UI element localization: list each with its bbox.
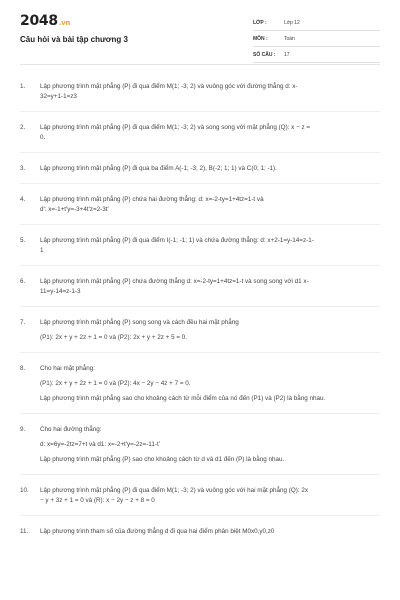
question-list bbox=[20, 82, 380, 557]
question-text: Lập phương trình tham số của đường thẳng d đi qua hai điểm phân biệt M0x0,y0,z0 bbox=[40, 528, 275, 535]
header-divider bbox=[20, 64, 380, 65]
question-text: Lập phương trình mặt phẳng (P) đi qua ba điểm A(-1; -3; 2), B(-2; 1; 1) và C(0; 1; -1). bbox=[40, 165, 277, 172]
question-text: 0. bbox=[40, 134, 46, 141]
meta-row-subject bbox=[253, 31, 380, 47]
question-separator bbox=[20, 152, 380, 153]
question-separator bbox=[20, 111, 380, 112]
question-number: 4. bbox=[20, 196, 26, 203]
question-text: Lập phương trình mặt phẳng (P) chứa hai đường thẳng: d: x=-2-ty=1+4tz=1-t và bbox=[40, 196, 264, 203]
question-number: 3. bbox=[20, 165, 26, 172]
meta-label: LỚP : bbox=[253, 19, 267, 26]
brand-suffix: .vn bbox=[58, 19, 71, 27]
question-text: 32=y+1-1=z3 bbox=[40, 93, 77, 100]
question-text: Cho hai đường thẳng: bbox=[40, 426, 102, 433]
question-item bbox=[20, 195, 380, 215]
question-item bbox=[20, 123, 380, 143]
question-separator bbox=[20, 352, 380, 353]
question-item bbox=[20, 164, 380, 174]
question-text: Lập phương trình mặt phẳng (P) đi qua điểm M(1; -3; 2) và vuông góc với hai mặt phẳng (Q): 2x bbox=[40, 487, 308, 494]
question-item bbox=[20, 318, 380, 343]
question-number: 7. bbox=[20, 319, 26, 326]
question-item bbox=[20, 364, 380, 404]
question-item bbox=[20, 527, 380, 537]
question-item bbox=[20, 486, 380, 506]
question-text: d: x=6y=-2tz=7+t và d1: x=-2+t'y=-2z=-11-t' bbox=[40, 441, 160, 448]
meta-label: SỐ CÂU : bbox=[253, 51, 276, 58]
question-number: 5. bbox=[20, 237, 26, 244]
question-text: − y + 3z + 1 = 0 và (R): x − 2y − z + 8 = 0 bbox=[40, 497, 155, 504]
question-number: 9. bbox=[20, 426, 26, 433]
question-number: 10. bbox=[20, 487, 29, 494]
question-text: Lập phương trình mặt phẳng (P) đi qua điểm I(-1; -1; 1) và chứa đường thẳng: d: x+2-1=y-14=z-1- bbox=[40, 237, 314, 244]
question-separator bbox=[20, 265, 380, 266]
meta-row-class bbox=[253, 15, 380, 31]
question-text: 1 bbox=[40, 247, 44, 254]
meta-value: Lớp 12 bbox=[284, 19, 300, 26]
question-text: Cho hai mặt phẳng: bbox=[40, 365, 95, 372]
question-separator bbox=[20, 413, 380, 414]
question-number: 1. bbox=[20, 83, 26, 90]
meta-value: Toán bbox=[284, 35, 295, 42]
question-text: Lập phương trình mặt phẳng (P) đi qua điểm M(1; -3; 2) và vuông góc với đường thẳng d: x- bbox=[40, 83, 298, 90]
question-separator bbox=[20, 224, 380, 225]
question-text: Lập phương trình mặt phẳng sao cho khoảng cách từ mỗi điểm của nó đến (P1) và (P2) là bằng nhau. bbox=[40, 395, 326, 402]
question-text: 11=y-14=z-1-3 bbox=[40, 288, 81, 295]
question-separator bbox=[20, 306, 380, 307]
question-item bbox=[20, 277, 380, 297]
question-item bbox=[20, 82, 380, 102]
question-text: d': x=-1+t'y=-3+4t'z=2-3t' bbox=[40, 206, 109, 213]
brand-name: 2048 bbox=[20, 13, 58, 29]
question-text: Lập phương trình mặt phẳng (P) sao cho khoảng cách từ d và d1 đến (P) là bằng nhau. bbox=[40, 456, 285, 463]
question-text: (P1): 2x + y + 2z + 1 = 0 và (P2): 4x − 2y − 4z + 7 = 0. bbox=[40, 380, 191, 387]
question-text: Lập phương trình mặt phẳng (P) chứa đường thẳng d: x=-2-ty=1+4tz=1-t và song song với d1 x- bbox=[40, 278, 309, 285]
question-text: (P1): 2x + y + 2z + 1 = 0 và (P2): 2x + y + 2z + 5 = 0. bbox=[40, 334, 188, 341]
meta-label: MÔN : bbox=[253, 35, 268, 42]
document-title: Câu hỏi và bài tập chương 3 bbox=[20, 35, 128, 44]
question-text: Lập phương trình mặt phẳng (P) đi qua điểm M(1; -3; 2) và song song với mặt phẳng (Q): x − z = bbox=[40, 124, 311, 131]
question-number: 8. bbox=[20, 365, 26, 372]
question-item bbox=[20, 236, 380, 256]
meta-info bbox=[253, 15, 380, 63]
question-separator bbox=[20, 515, 380, 516]
meta-value: 17 bbox=[284, 51, 290, 58]
question-text: Lập phương trình mặt phẳng (P) song song và cách đều hai mặt phẳng bbox=[40, 319, 239, 326]
meta-row-count bbox=[253, 47, 380, 63]
question-separator bbox=[20, 474, 380, 475]
question-number: 11. bbox=[20, 528, 29, 535]
question-number: 2. bbox=[20, 124, 26, 131]
question-number: 6. bbox=[20, 278, 26, 285]
question-item bbox=[20, 425, 380, 465]
brand-logo[interactable] bbox=[20, 13, 70, 29]
question-separator bbox=[20, 183, 380, 184]
